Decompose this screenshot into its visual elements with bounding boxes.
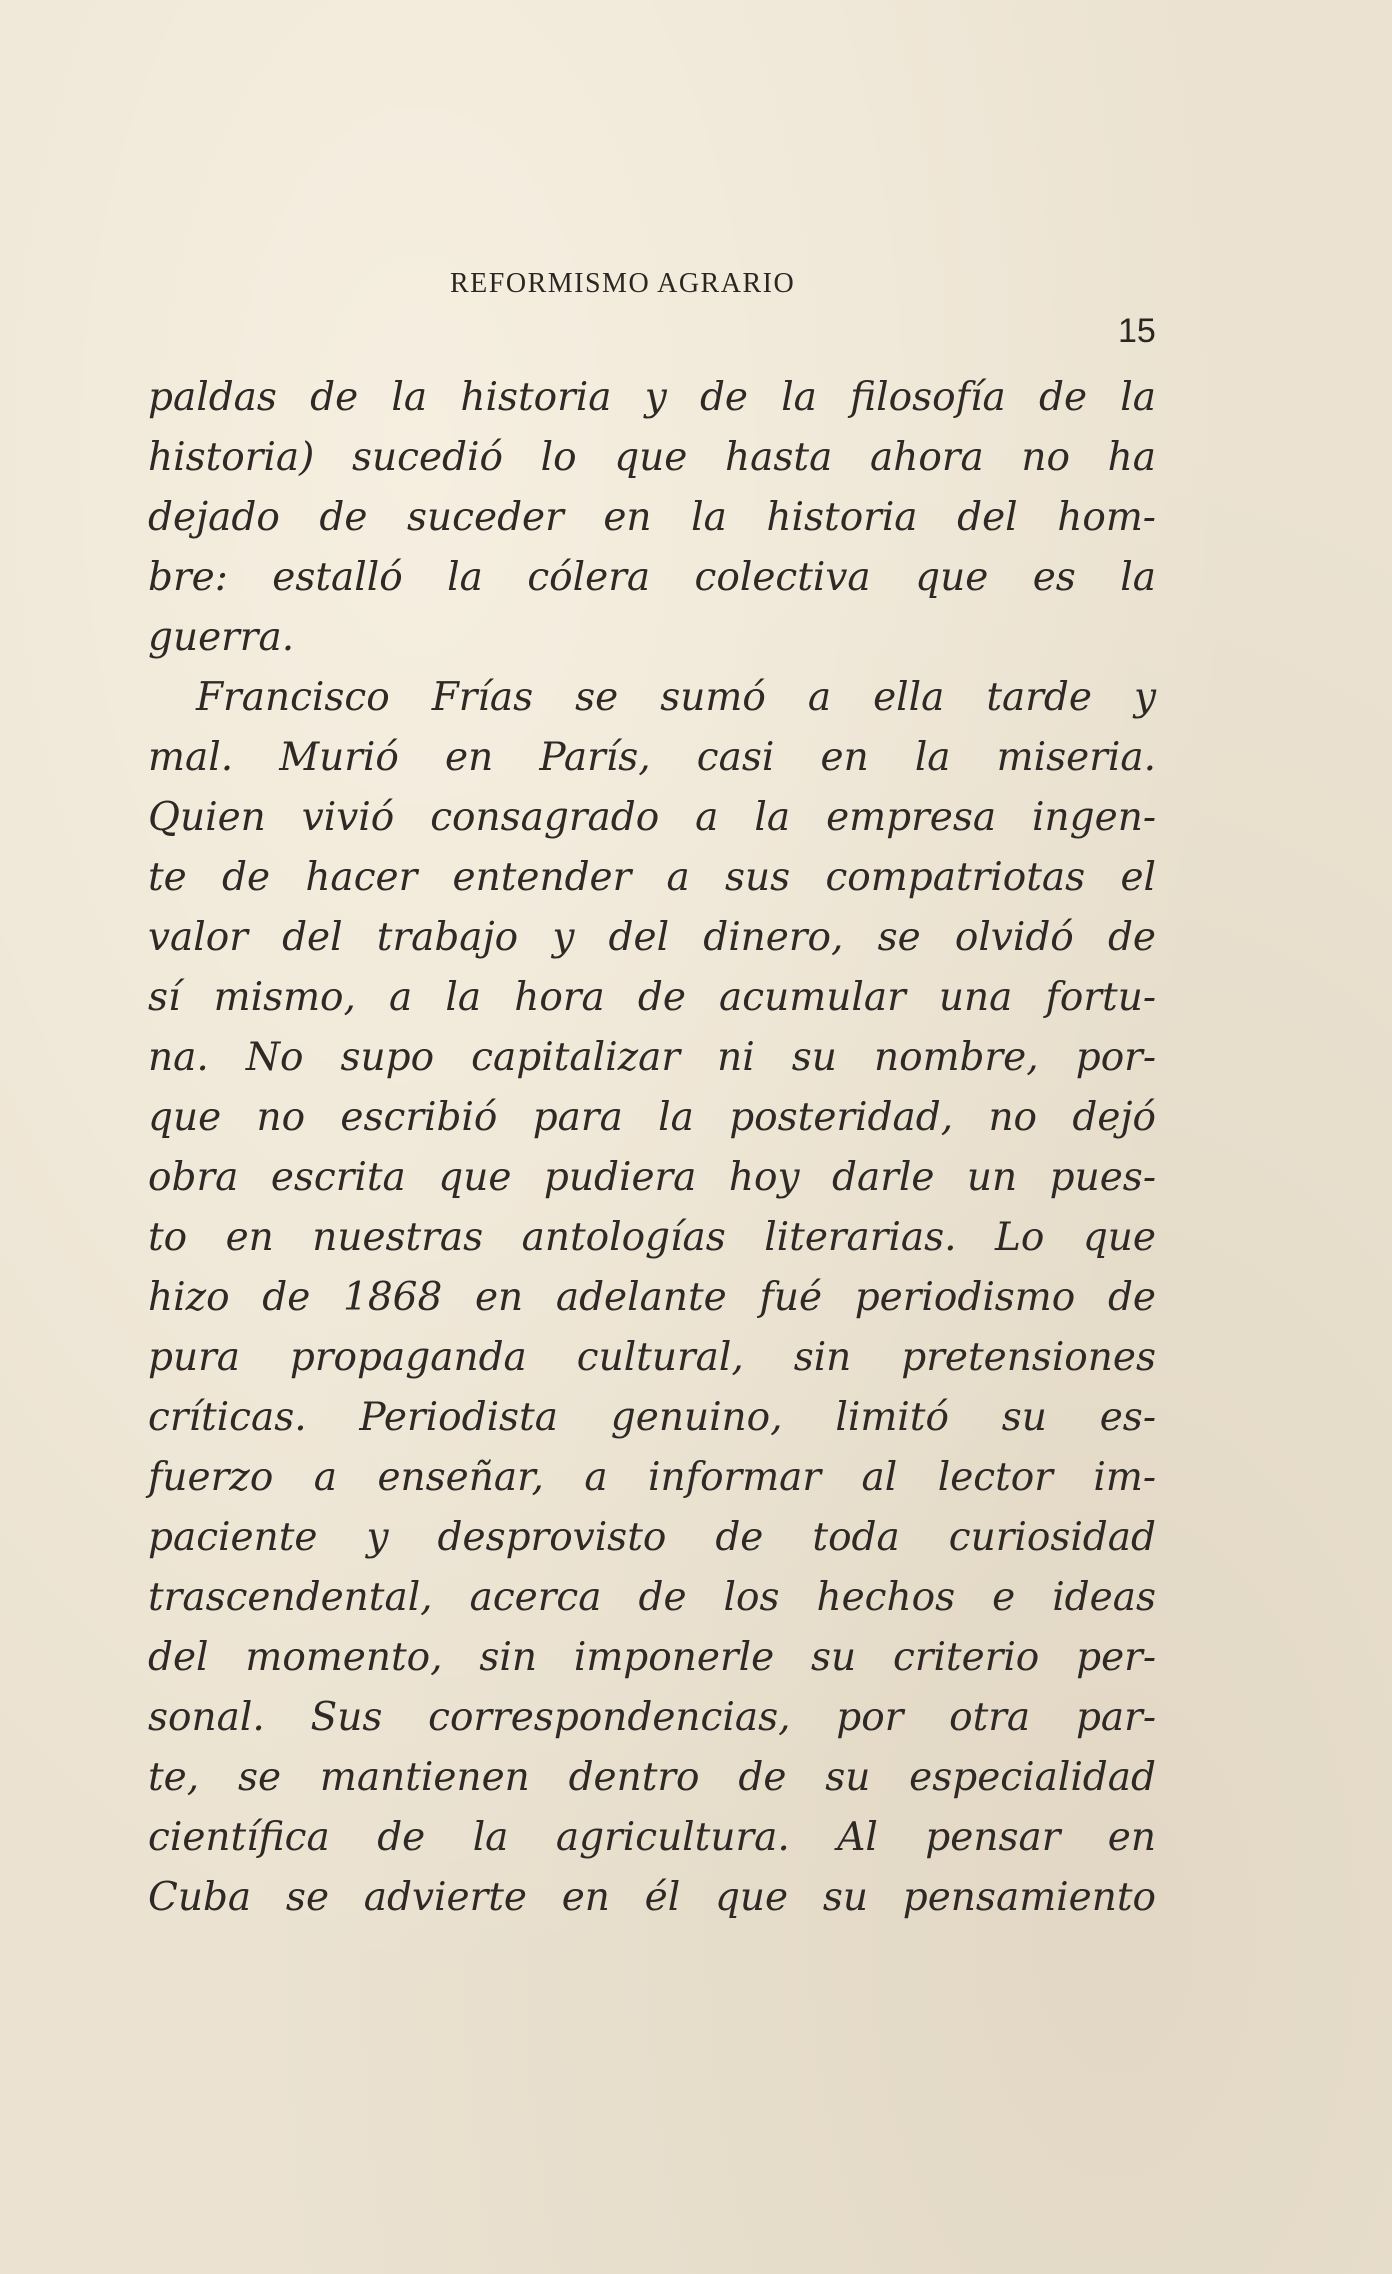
text-line: hizo de 1868 en adelante fué periodismo de bbox=[148, 1275, 1156, 1320]
text-line: te de hacer entender a sus compatriotas el bbox=[148, 855, 1156, 900]
text-line: dejado de suceder en la historia del hom- bbox=[148, 495, 1156, 540]
text-line: Cuba se advierte en él que su pensamiento bbox=[148, 1875, 1156, 1920]
body-text bbox=[148, 368, 1156, 1928]
text-line: mal. Murió en París, casi en la miseria. bbox=[148, 735, 1156, 780]
text-line: Quien vivió consagrado a la empresa ingen- bbox=[148, 795, 1156, 840]
text-line: paldas de la historia y de la filosofía de la bbox=[148, 375, 1156, 420]
text-line: obra escrita que pudiera hoy darle un pues- bbox=[148, 1155, 1156, 1200]
text-line: críticas. Periodista genuino, limitó su es- bbox=[148, 1395, 1156, 1440]
paragraph-start-line: Francisco Frías se sumó a ella tarde y bbox=[196, 675, 1156, 720]
text-line: del momento, sin imponerle su criterio per- bbox=[148, 1635, 1156, 1680]
text-line: sí mismo, a la hora de acumular una fortu- bbox=[148, 975, 1156, 1020]
text-line: fuerzo a enseñar, a informar al lector im- bbox=[148, 1455, 1156, 1500]
text-line: sonal. Sus correspondencias, por otra par- bbox=[148, 1695, 1156, 1740]
text-line: valor del trabajo y del dinero, se olvidó de bbox=[148, 915, 1156, 960]
running-head: REFORMISMO AGRARIO bbox=[450, 268, 796, 299]
text-line: guerra. bbox=[148, 615, 295, 660]
text-line: paciente y desprovisto de toda curiosidad bbox=[148, 1515, 1156, 1560]
text-line: te, se mantienen dentro de su especialidad bbox=[148, 1755, 1156, 1800]
text-line: científica de la agricultura. Al pensar en bbox=[148, 1815, 1156, 1860]
text-line: pura propaganda cultural, sin pretensiones bbox=[148, 1335, 1156, 1380]
text-line: na. No supo capitalizar ni su nombre, por- bbox=[148, 1035, 1156, 1080]
page-number: 15 bbox=[1118, 312, 1156, 350]
text-line: trascendental, acerca de los hechos e ideas bbox=[148, 1575, 1156, 1620]
text-line: historia) sucedió lo que hasta ahora no ha bbox=[148, 435, 1156, 480]
text-line: bre: estalló la cólera colectiva que es la bbox=[148, 555, 1156, 600]
text-line: to en nuestras antologías literarias. Lo que bbox=[148, 1215, 1156, 1260]
text-line: que no escribió para la posteridad, no dejó bbox=[148, 1095, 1156, 1140]
